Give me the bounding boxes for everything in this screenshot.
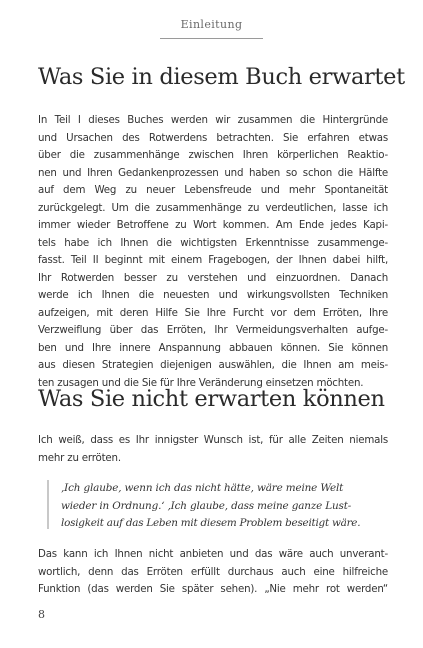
text-line: nen und Ihren Gedankenprozessen und haben so schon die Hälfte (38, 166, 388, 179)
text-line: ben und Ihre innere Anspannung abbauen können. Sie können (38, 341, 388, 354)
blockquote (61, 480, 361, 533)
text-line: aus diesen Strategien diejenigen auswählen, die Ihnen am meis- (38, 359, 388, 371)
body-paragraph-outro (38, 546, 388, 599)
text-line: Ich weiß, dass es Ihr innigster Wunsch ist, für alle Zeiten niemals (38, 434, 388, 446)
text-line: Ihr Rotwerden besser zu verstehen und einzuordnen. Danach (38, 271, 388, 284)
text-line: wortlich, denn das Erröten erfüllt durchaus auch eine hilfreiche (38, 565, 388, 578)
page-number: 8 (38, 608, 45, 621)
body-paragraph-intro (38, 432, 388, 467)
body-paragraph-expectations (38, 112, 388, 392)
text-line: auf dem Weg zu neuer Lebensfreude und mehr Spontaneität (38, 184, 388, 196)
blockquote-rule (47, 480, 49, 529)
text-line: tels habe ich Ihnen die wichtigsten Erkenntnisse zusammenge- (38, 236, 388, 249)
quote-line: losigkeit auf das Leben mit diesem Problem beseitigt wäre. (61, 517, 361, 530)
text-line: Funktion (das werden Sie später sehen). „Nie mehr rot werden“ (38, 583, 388, 595)
text-line: aufzeigen, mit deren Hilfe Sie Ihre Furcht vor dem Erröten, Ihre (38, 306, 388, 319)
running-header: Einleitung (180, 18, 243, 31)
section-heading-expectations: Was Sie in diesem Buch erwartet (38, 64, 405, 90)
text-line: fasst. Teil II beginnt mit einem Fragebogen, der Ihnen dabei hilft, (38, 254, 388, 266)
text-line: mehr zu erröten. (38, 451, 121, 464)
text-line: und Ursachen des Rotwerdens betrachten. Sie erfahren etwas (38, 131, 388, 144)
text-line: immer wieder Betroffene zu Wort kommen. Am Ende jedes Kapi- (38, 219, 388, 231)
text-line: werde ich Ihnen die neuesten und wirkungsvollsten Techniken (38, 289, 388, 301)
quote-line: ‚Ich glaube, wenn ich das nicht hätte, wäre meine Welt (61, 482, 344, 494)
text-line: über die zusammenhänge zwischen Ihren körperlichen Reaktio- (38, 149, 388, 161)
text-line: In Teil I dieses Buches werden wir zusammen die Hintergründe (38, 114, 388, 126)
text-line: Das kann ich Ihnen nicht anbieten und das wäre auch unverant- (38, 548, 388, 560)
quote-line: wieder in Ordnung.‘ ‚Ich glaube, dass meine ganze Lust- (61, 499, 352, 512)
text-line: zurückgelegt. Um die zusammenhänge zu verdeutlichen, lasse ich (38, 201, 388, 214)
text-line: Verzweiflung über das Erröten, Ihr Vermeidungsverhalten aufge- (38, 324, 388, 336)
header-rule (160, 38, 263, 39)
section-heading-limitations: Was Sie nicht erwarten können (38, 386, 385, 412)
text-line: ten zusagen und die Sie für Ihre Veränderung einsetzen möchten. (38, 376, 364, 389)
